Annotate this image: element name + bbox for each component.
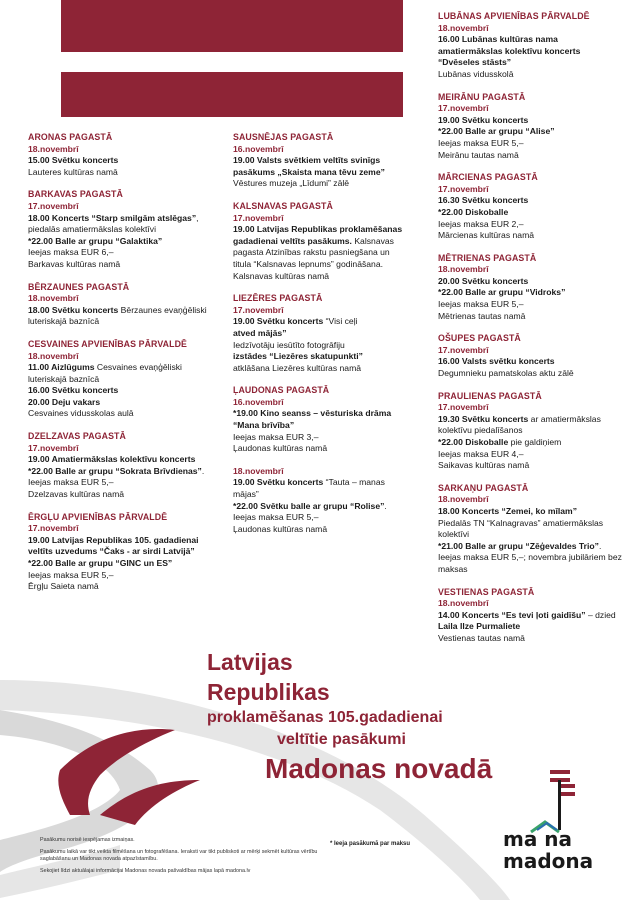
event-line [233,340,408,352]
event-line [438,34,623,69]
event-line [438,368,623,380]
event-date: 17.novembrī [438,103,489,114]
event-section [28,189,208,270]
event-section [438,333,623,379]
event-line [233,501,408,524]
parish-heading: OŠUPES PAGASTĀ [438,333,521,344]
event-section [233,201,408,282]
event-detail: . Ieejas maksa EUR 5,– [233,500,387,523]
event-line [438,195,623,207]
event-line [438,541,623,576]
event-line [438,311,623,323]
event-section [438,483,623,576]
event-detail: – dzied [585,609,616,620]
event-detail: Ieejas maksa EUR 3,– [233,431,319,442]
event-date: 18.novembrī [28,293,79,304]
event-date: 18.novembrī [438,22,489,33]
event-detail: Piedalās TN “Kalnagravas” amatiermākslas kolektīvi [438,517,604,540]
event-highlight: 19.30 Svētku koncerts [438,413,529,424]
parish-heading: SARKAŅU PAGASTĀ [438,482,529,493]
event-line [28,408,208,420]
event-section [28,132,208,178]
column-left [28,132,208,604]
event-line [438,69,623,81]
event-detail: Kalsnavas pagasta Atzinības rakstu pasniegšana un titula “Kalsnavas lepnums” godināšana. [233,235,394,269]
event-detail: Ieejas maksa EUR 2,– [438,218,524,229]
flag-white-stripe [61,52,403,72]
event-date: 16.novembrī [233,143,284,154]
event-line [28,236,208,248]
event-detail: Ieejas maksa EUR 5,– [438,137,524,148]
event-date: 18.novembrī [438,494,489,505]
parish-heading: MĀRCIENAS PAGASTĀ [438,172,538,183]
event-detail: Vēstures muzeja „Līdumi” zālē [233,178,350,189]
event-detail: Lubānas vidusskolā [438,68,514,79]
event-line [233,408,408,431]
event-detail: Barkavas kultūras namā [28,258,121,269]
event-detail: Ieejas maksa EUR 5,– [438,299,524,310]
event-line [438,633,623,645]
event-highlight: *21.00 Balle ar grupu “Zēģevaldes Trio” [438,540,599,551]
event-highlight: 20.00 Deju vakars [28,396,101,407]
event-date: 17.novembrī [28,200,79,211]
event-highlight: 19.00 Valsts svētkiem veltīts svinīgs pasākums „Skaista mana tēvu zeme” [233,155,385,177]
event-section [233,132,408,190]
column-right [438,11,623,656]
event-date: 17.novembrī [233,212,284,223]
event-line [438,219,623,231]
event-line [28,259,208,271]
logo-line-1: ma na [503,827,573,851]
event-line [438,460,623,472]
event-highlight: 20.00 Svētku koncerts [438,275,529,286]
event-line [28,385,208,397]
event-detail: . Ieejas maksa EUR 5,–; novembra jubilāriem bez maksas [438,540,622,574]
footer-website-note: Sekojiet līdzi aktuālajai informācijai Madonas novada pašvaldības mājas lapā madona.lv [40,868,251,874]
event-section [438,92,623,162]
event-date: 17.novembrī [233,304,284,315]
event-date: 17.novembrī [28,523,79,534]
event-line [233,432,408,444]
event-detail: Cesvaines vidusskolas aulā [28,408,134,419]
event-line [233,224,408,270]
event-highlight: 19.00 Svētku koncerts [233,316,324,327]
event-line [233,351,408,363]
event-line [28,213,208,236]
event-highlight: *22.00 Balle ar grupu “Vidroks” [438,287,566,298]
event-line [28,454,208,466]
parish-heading: MEIRĀNU PAGASTĀ [438,91,526,102]
title-line-3: proklamēšanas 105.gadadienai [207,709,443,726]
event-line [28,489,208,501]
title-line-2: Republikas [207,679,330,705]
parish-heading: LIEZĒRES PAGASTĀ [233,293,323,304]
event-line [438,276,623,288]
event-highlight: 16.00 Lubānas kultūras nama amatiermākslas kolektīvu koncerts “Dvēseles stāsts” [438,34,581,68]
event-highlight: *22.00 Svētku balle ar grupu “Rolise” [233,500,385,511]
event-detail: Dzelzavas kultūras namā [28,489,125,500]
title-line-5: Madonas novadā [265,753,493,784]
event-line [233,178,408,190]
event-highlight: 19.00 Amatiermākslas kolektīvu koncerts [28,454,196,465]
parish-heading: CESVAINES APVIENĪBAS PĀRVALDĒ [28,338,187,349]
parish-heading: DZELZAVAS PAGASTĀ [28,431,126,442]
parish-heading: KALSNAVAS PAGASTĀ [233,200,333,211]
event-detail: Ļaudonas kultūras namā [233,443,328,454]
event-section [438,172,623,242]
event-section [438,587,623,645]
title-line-4: veltītie pasākumi [277,731,406,748]
event-detail: Ļaudonas kultūras namā [233,523,328,534]
event-line [233,316,408,328]
event-line [438,506,623,518]
event-highlight: *22.00 Balle ar grupu “Alise” [438,126,555,137]
event-line [28,362,208,385]
event-line [233,155,408,178]
event-date: 17.novembrī [438,344,489,355]
event-highlight: 18.00 Koncerts “Starp smilgām atslēgas” [28,212,197,223]
event-line [233,443,408,455]
event-detail: Mārcienas kultūras namā [438,230,535,241]
event-date: 18.novembrī [28,350,79,361]
event-detail: pie galdiņiem [508,437,562,447]
event-date: 16.novembrī [233,396,284,407]
title-line-1: Latvijas [207,649,293,675]
event-highlight: 19.00 Svētku koncerts [438,114,529,125]
event-line [233,328,408,340]
event-detail: . Ieejas maksa EUR 5,– [28,465,205,488]
event-section [233,466,408,536]
event-line [438,414,623,437]
event-highlight: 18.00 Svētku koncerts [28,304,119,315]
event-detail: Bērzaunes evaņģēliski luteriskajā baznīcā [28,304,207,327]
event-line [28,305,208,328]
event-section [438,11,623,81]
event-section [233,293,408,374]
event-line [28,247,208,259]
parish-heading: SAUSNĒJAS PAGASTĀ [233,132,334,142]
event-highlight: 15.00 Svētku koncerts [28,155,119,166]
parish-heading: LUBĀNAS APVIENĪBAS PĀRVALDĒ [438,11,590,21]
event-highlight: 14.00 Koncerts “Es tevi ļoti gaidīšu” [438,609,586,620]
event-line [28,397,208,409]
event-highlight: 19.00 Latvijas Republikas 105. gadadienai veltīts uzvedums “Čaks - ar sirdi Latvijā” [28,534,199,557]
event-detail: Cesvaines evaņģēliski luteriskajā baznīcā [28,362,182,384]
column-middle [233,132,408,546]
event-highlight: izstādes “Liezēres skatupunkti” [233,351,363,362]
event-line [438,115,623,127]
poster-title [207,647,492,787]
event-date: 17.novembrī [28,442,79,453]
event-highlight: *19.00 Kino seanss – vēsturiska drāma “Mana brīvība” [233,408,392,431]
event-detail: ar amatiermākslas kolektīvu piedalīšanos [438,413,601,436]
event-highlight: *22.00 Balle ar grupu “GINC un ES” [28,558,173,568]
parish-heading: MĒTRIENAS PAGASTĀ [438,252,537,263]
event-date: 18.novembrī [438,264,489,275]
event-section [28,339,208,420]
event-detail: Vestienas tautas namā [438,632,525,643]
event-line [233,363,408,375]
event-line [28,466,208,489]
event-line [233,271,408,283]
parish-heading: ĻAUDONAS PAGASTĀ [233,385,330,396]
event-line [438,138,623,150]
event-highlight: *22.00 Balle ar grupu “Galaktika” [28,235,163,246]
event-detail: Iedzīvotāju iesūtīto fotogrāfiju [233,339,345,350]
event-line [438,230,623,242]
flag-red-bottom [61,72,403,117]
parish-heading: BARKAVAS PAGASTĀ [28,189,123,200]
event-line [438,299,623,311]
event-line [438,437,623,449]
event-highlight: 16.00 Valsts svētku koncerts [438,356,555,367]
event-detail: Meirānu tautas namā [438,149,519,160]
event-detail: Degumnieku pamatskolas aktu zālē [438,368,574,379]
event-detail: atklāšana Liezēres kultūras namā [233,362,362,373]
event-line [438,287,623,299]
event-line [438,449,623,461]
event-date: 18.novembrī [233,465,284,476]
footer-notes [40,837,340,880]
parish-heading: BĒRZAUNES PAGASTĀ [28,281,130,292]
event-highlight: *22.00 Balle ar grupu “Sokrata Brīvdienas” [28,465,202,476]
parish-heading: ĒRGĻU APVIENĪBAS PĀRVALDĒ [28,511,168,522]
event-line [438,621,623,633]
event-detail: “Visi ceļi [323,316,358,327]
event-detail: Ieejas maksa EUR 5,– [28,569,114,580]
event-line [28,535,208,558]
event-section [28,282,208,328]
event-line [438,126,623,138]
footer-changes-note: Pasākumu norisē iespējamas izmaiņas. [40,837,135,843]
event-detail: Saikavas kultūras namā [438,460,530,471]
event-detail: “Tauta – manas mājas” [233,477,385,500]
event-highlight: 11.00 Aizlūgums [28,362,95,373]
event-line [28,558,208,570]
parish-heading: ARONAS PAGASTĀ [28,132,113,142]
event-line [233,477,408,500]
event-line [438,150,623,162]
event-section [438,391,623,472]
event-date: 17.novembrī [438,183,489,194]
event-section [28,431,208,501]
event-line [28,570,208,582]
event-line [438,356,623,368]
latvian-flag [61,0,403,117]
event-section [28,512,208,593]
event-section [233,385,408,455]
event-highlight: 19.00 Svētku koncerts [233,477,324,488]
event-detail: Kalsnavas kultūras namā [233,270,330,281]
event-line [28,155,208,167]
madona-logo-text [503,828,593,872]
event-section [438,253,623,323]
event-line [28,167,208,179]
event-highlight: 16.00 Svētku koncerts [28,385,119,396]
event-detail: Mētrienas tautas namā [438,310,526,321]
event-detail: Ieejas maksa EUR 6,– [28,247,114,258]
event-highlight: Laila Ilze Purmaliete [438,621,521,632]
event-highlight: 16.30 Svētku koncerts [438,195,529,206]
event-highlight: 19.00 Latvijas Republikas proklamēšanas gadadienai veltīts pasākums. [233,224,403,246]
paid-entry-note: * Ieeja pasākumā par maksu [330,841,411,847]
event-detail: , piedalās amatiermākslas kolektīvi [28,212,199,235]
event-highlight: atved mājās” [233,327,287,338]
event-date: 18.novembrī [28,143,79,154]
event-detail: Lauteres kultūras namā [28,166,118,177]
event-line [233,524,408,536]
event-highlight: *22.00 Diskoballe [438,206,509,217]
event-date: 17.novembrī [438,402,489,413]
event-highlight: 18.00 Koncerts “Zemei, ko mīlam” [438,505,577,516]
event-highlight: *22.00 Diskoballe [438,437,509,447]
event-line [438,518,623,541]
event-date: 18.novembrī [438,598,489,609]
parish-heading: PRAULIENAS PAGASTĀ [438,390,542,401]
event-line [438,207,623,219]
logo-line-2: madona [503,849,594,873]
event-detail: Ieejas maksa EUR 4,– [438,448,524,459]
event-line [438,610,623,622]
parish-heading: VESTIENAS PAGASTĀ [438,586,535,597]
flag-red-top [61,0,403,52]
footer-filming-note: Pasākumu laikā var tikt veikta filmēšana un fotografēšana. Ieraksti var tikt publiskoti ar mērķi sekmēt kultūras vērtību saglabāšanu un Madonas novada atpazīstamību. [40,849,318,862]
event-detail: Ērgļu Saieta namā [28,581,99,592]
event-line [28,581,208,593]
